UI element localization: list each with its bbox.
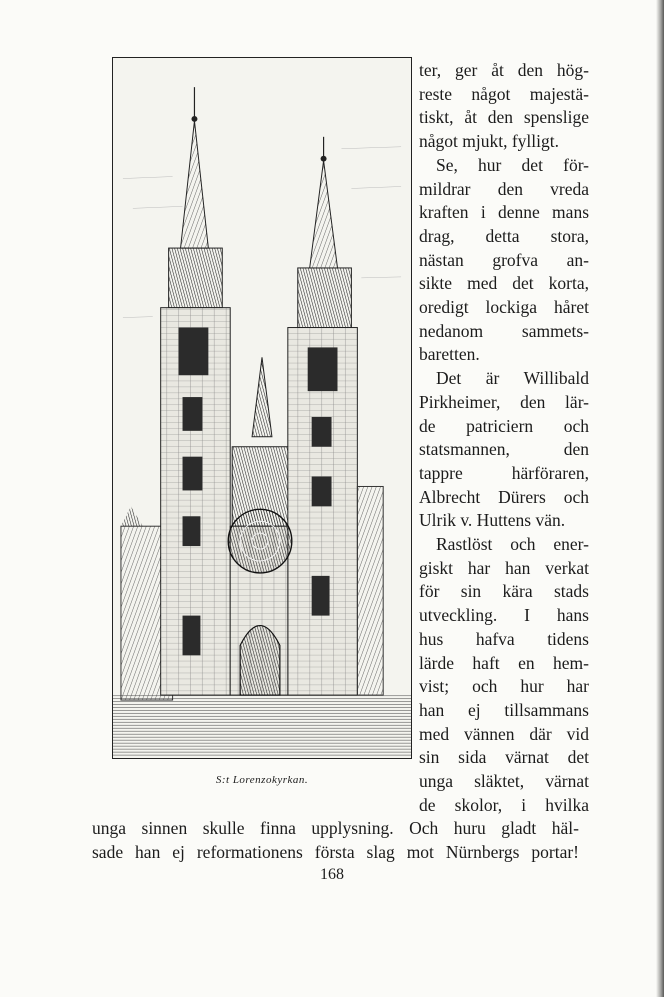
- text-line: statsmannen, den: [419, 439, 589, 460]
- text-line: Albrecht Dürers och: [419, 486, 589, 507]
- text-line: kraften i denne mans: [419, 202, 589, 223]
- text-line: mildrar den vreda: [419, 178, 589, 199]
- text-line: sin sida värnat det: [419, 747, 589, 768]
- text-line: han ej tillsammans: [419, 699, 589, 720]
- text-line: ter, ger åt den hög-: [419, 60, 589, 80]
- text-line: baretten.: [419, 344, 480, 365]
- text-line: med vännen där vid: [419, 723, 589, 744]
- text-line: de skolor, i hvilka: [419, 794, 589, 815]
- text-line: unga släktet, värnat: [419, 771, 589, 791]
- text-line: lärde haft en hem-: [419, 652, 589, 673]
- text-line: sikte med det korta,: [419, 273, 589, 294]
- left-tower: [161, 87, 231, 695]
- text-line: Det är Willibald: [436, 368, 589, 389]
- text-line: giskt har han verkat: [419, 557, 589, 578]
- text-line: Ulrik v. Huttens vän.: [419, 510, 566, 531]
- engraving-drawing: [113, 58, 411, 758]
- text-line: reste något majestä-: [419, 83, 589, 104]
- text-line: de patriciern och: [419, 415, 589, 436]
- text-line: tiskt, åt den spenslige: [419, 107, 589, 128]
- text-line: Pirkheimer, den lär-: [419, 391, 589, 412]
- scan-edge-shadow: [656, 0, 664, 997]
- text-line: unga sinnen skulle finna upplysning. Och huru gladt häl-: [92, 818, 579, 839]
- text-line: drag, detta stora,: [419, 225, 589, 246]
- text-line: sade han ej reformationens första slag mot Nürnbergs portar!: [92, 842, 579, 863]
- text-line: Se, hur det för-: [436, 154, 589, 175]
- text-line: nedanom sammets-: [419, 320, 589, 341]
- text-line: oredigt lockiga håret: [419, 297, 589, 317]
- text-line: hus hafva tidens: [419, 628, 589, 649]
- church-illustration: [112, 57, 412, 759]
- figure-caption: S:t Lorenzokyrkan.: [215, 774, 309, 786]
- right-tower: [288, 137, 383, 695]
- text-line: vist; och hur har: [419, 676, 589, 697]
- text-line: något mjukt, fylligt.: [419, 131, 559, 152]
- page-number: 168: [320, 866, 344, 883]
- text-line: för sin kära stads: [419, 581, 589, 602]
- text-line: utveckling. I hans: [419, 605, 589, 626]
- text-line: Rastlöst och ener-: [436, 534, 589, 554]
- text-line: tappre härföraren,: [419, 462, 589, 483]
- text-line: nästan grofva an-: [419, 249, 589, 270]
